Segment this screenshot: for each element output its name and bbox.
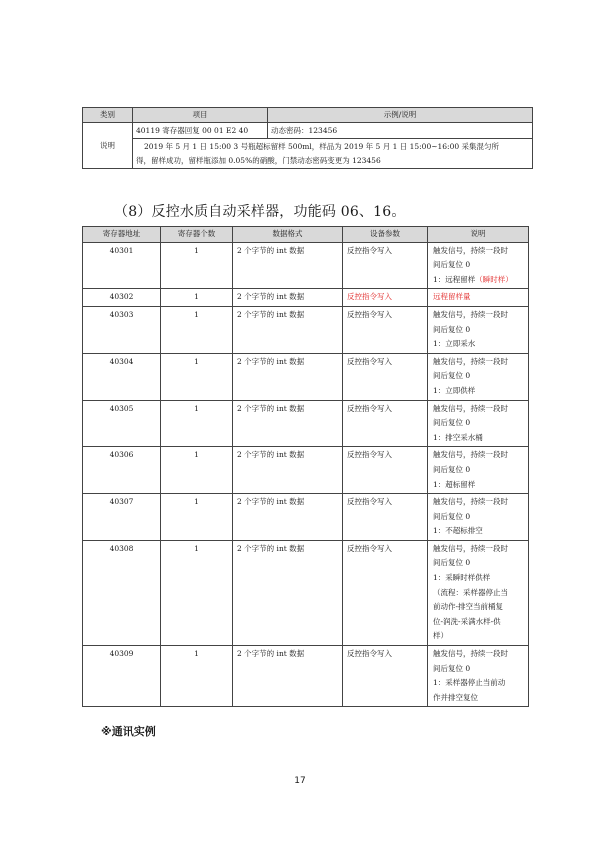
note-line: 得，留样成功，留样瓶添加 0.05%的硝酸，门禁动态密码变更为 123456 <box>136 155 381 165</box>
data-format: 2 个字节的 int 数据 <box>233 306 343 353</box>
data-format: 2 个字节的 int 数据 <box>233 646 343 707</box>
section-heading: （8）反控水质自动采样器，功能码 06、16。 <box>114 204 406 220</box>
data-format: 2 个字节的 int 数据 <box>233 289 343 307</box>
note-cell <box>133 139 533 169</box>
data-format: 2 个字节的 int 数据 <box>233 494 343 541</box>
register-address: 40306 <box>83 447 161 494</box>
header-category: 类别 <box>83 108 133 123</box>
description <box>428 306 529 353</box>
table-row <box>83 289 529 307</box>
example-cell: 动态密码：123456 <box>268 122 533 139</box>
device-param: 反控指令写入 <box>343 494 428 541</box>
register-count: 1 <box>161 447 233 494</box>
header-register-address: 寄存器地址 <box>83 227 161 243</box>
category-cell: 说明 <box>83 122 133 169</box>
table-row <box>83 242 529 289</box>
device-param: 反控指令写入 <box>343 400 428 447</box>
table-row <box>83 447 529 494</box>
description <box>428 447 529 494</box>
item-cell: 40119 寄存器回复 00 01 E2 40 <box>133 122 268 139</box>
header-example: 示例/说明 <box>268 108 533 123</box>
description-line: 触发信号，持续一段时 <box>433 245 508 255</box>
description-line: 触发信号，持续一段时 <box>433 403 508 413</box>
description-line: 触发信号，持续一段时 <box>433 497 508 507</box>
description-line: 1：立即供样 <box>433 385 476 395</box>
device-param: 反控指令写入 <box>343 540 428 645</box>
device-param: 反控指令写入 <box>343 289 428 307</box>
description-line: 1：立即采水 <box>433 339 476 349</box>
device-param: 反控指令写入 <box>343 242 428 289</box>
register-address: 40305 <box>83 400 161 447</box>
description-text: 1：远程留样 <box>433 274 476 284</box>
register-count: 1 <box>161 306 233 353</box>
register-address: 40302 <box>83 289 161 307</box>
description-line: 间后复位 0 <box>433 663 471 673</box>
description-line: 1：排空采水桶 <box>433 432 483 442</box>
description-line: 触发信号，持续一段时 <box>433 649 508 659</box>
register-address: 40307 <box>83 494 161 541</box>
register-reply-table <box>82 107 533 169</box>
register-address: 40301 <box>83 242 161 289</box>
header-description: 说明 <box>428 227 529 243</box>
header-register-count: 寄存器个数 <box>161 227 233 243</box>
description <box>428 400 529 447</box>
description-line: 间后复位 0 <box>433 511 471 521</box>
page-number: 17 <box>294 776 306 786</box>
table-row <box>83 306 529 353</box>
table-row <box>83 353 529 400</box>
header-data-format: 数据格式 <box>233 227 343 243</box>
register-count: 1 <box>161 646 233 707</box>
description: 远程留样量 <box>428 289 529 307</box>
description-line: 间后复位 0 <box>433 464 471 474</box>
data-format: 2 个字节的 int 数据 <box>233 400 343 447</box>
description-line: 触发信号，持续一段时 <box>433 543 508 553</box>
data-format: 2 个字节的 int 数据 <box>233 353 343 400</box>
description-line: 触发信号，持续一段时 <box>433 356 508 366</box>
data-format: 2 个字节的 int 数据 <box>233 242 343 289</box>
description-line: 间后复位 0 <box>433 371 471 381</box>
table-row <box>83 494 529 541</box>
register-address: 40308 <box>83 540 161 645</box>
description-line: （流程：采样器停止当 <box>433 587 508 597</box>
device-param: 反控指令写入 <box>343 353 428 400</box>
instant-sample-note: （瞬时样） <box>475 274 513 284</box>
data-format: 2 个字节的 int 数据 <box>233 447 343 494</box>
description-line: 样） <box>433 631 448 641</box>
data-format: 2 个字节的 int 数据 <box>233 540 343 645</box>
register-count: 1 <box>161 400 233 447</box>
header-device-param: 设备参数 <box>343 227 428 243</box>
description-line: 间后复位 0 <box>433 324 471 334</box>
description-line: 间后复位 0 <box>433 260 471 270</box>
register-count: 1 <box>161 289 233 307</box>
table-row <box>83 540 529 645</box>
table-row <box>83 400 529 447</box>
sampler-control-register-table <box>82 226 529 707</box>
description-line: 位-润洗-采满水样-供 <box>433 616 501 626</box>
register-count: 1 <box>161 353 233 400</box>
header-item: 项目 <box>133 108 268 123</box>
register-count: 1 <box>161 494 233 541</box>
description <box>428 540 529 645</box>
description-line: 1：采样器停止当前动 <box>433 678 506 688</box>
device-param: 反控指令写入 <box>343 447 428 494</box>
register-address: 40303 <box>83 306 161 353</box>
description-line: 间后复位 0 <box>433 418 471 428</box>
example-title: ※通讯实例 <box>101 725 156 738</box>
register-address: 40304 <box>83 353 161 400</box>
description-line: 间后复位 0 <box>433 558 471 568</box>
description-line: 1：不超标排空 <box>433 526 483 536</box>
register-count: 1 <box>161 540 233 645</box>
description-line: 1：超标留样 <box>433 479 476 489</box>
device-param: 反控指令写入 <box>343 306 428 353</box>
description <box>428 242 529 289</box>
description-line: 前动作-排空当前桶复 <box>433 602 504 612</box>
description-line: 1：采瞬时样供样 <box>433 573 491 583</box>
register-count: 1 <box>161 242 233 289</box>
device-param: 反控指令写入 <box>343 646 428 707</box>
description-line: 触发信号，持续一段时 <box>433 309 508 319</box>
description <box>428 494 529 541</box>
register-address: 40309 <box>83 646 161 707</box>
description-line <box>433 273 525 288</box>
description-line: 作并排空复位 <box>433 692 478 702</box>
description <box>428 646 529 707</box>
description <box>428 353 529 400</box>
table-row <box>83 646 529 707</box>
description-line: 触发信号，持续一段时 <box>433 450 508 460</box>
note-line: 2019 年 5 月 1 日 15:00 3 号瓶超标留样 500ml，样品为 2019 年 5 月 1 日 15:00~16:00 采集混匀所 <box>144 142 500 151</box>
